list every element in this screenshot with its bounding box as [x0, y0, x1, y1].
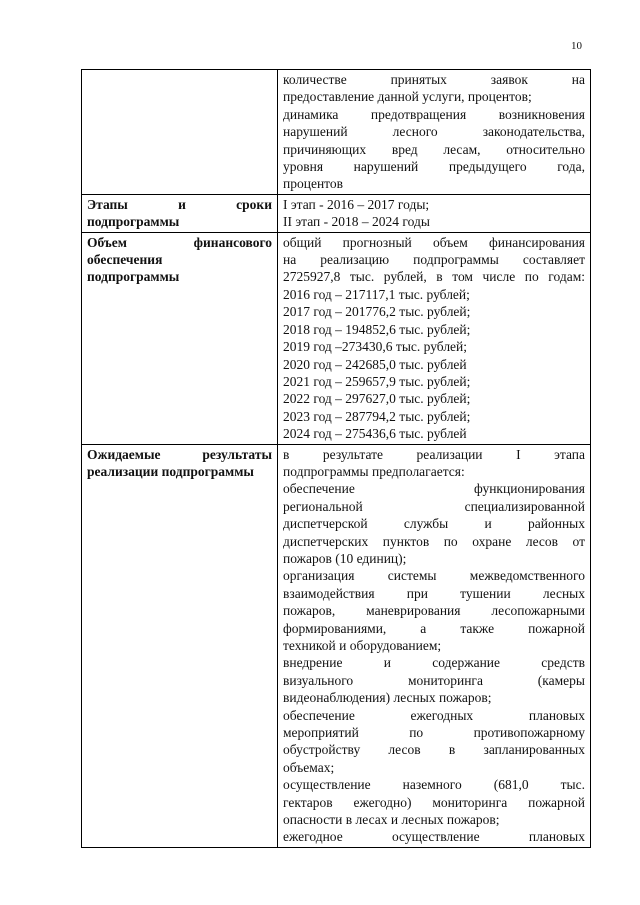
- row-label-line: подпрограммы: [87, 269, 180, 285]
- row-value-line: I этап - 2016 – 2017 годы;: [283, 196, 430, 212]
- row-value-line: пожаров (10 единиц);: [283, 550, 407, 566]
- table-row-indicators-continued: [82, 70, 591, 195]
- row-value-line: обустройству лесов в запланированных: [283, 742, 585, 758]
- row-value-line: региональной специализированной: [283, 498, 585, 514]
- row-value-line: визуального мониторинга (камеры: [283, 672, 585, 688]
- row-value-line: диспетчерской службы и районных: [283, 516, 585, 532]
- row-value-line: осуществление наземного (681,0 тыс.: [283, 777, 585, 793]
- row-value-cell: [278, 232, 591, 444]
- row-value-line: 2020 год – 242685,0 тыс. рублей: [283, 356, 467, 372]
- row-value-cell: [278, 444, 591, 847]
- row-value-cell: [278, 194, 591, 232]
- row-value-line: 2023 год – 287794,2 тыс. рублей;: [283, 408, 471, 424]
- row-value-line: 2725927,8 тыс. рублей, в том числе по годам:: [283, 269, 585, 285]
- row-label-cell: [82, 232, 278, 444]
- row-value-line: ежегодное осуществление плановых: [283, 829, 585, 845]
- row-value-line: объемах;: [283, 759, 335, 775]
- row-value-line: 2018 год – 194852,6 тыс. рублей;: [283, 321, 471, 337]
- row-label-line: обеспечения: [87, 252, 163, 268]
- row-label-line: подпрограммы: [87, 214, 180, 230]
- row-label-line: Этапы и сроки: [87, 196, 272, 212]
- subprogram-passport-table: [81, 69, 591, 848]
- row-value-line: 2019 год –273430,6 тыс. рублей;: [283, 339, 468, 355]
- table-row-stages: [82, 194, 591, 232]
- page-number: 10: [571, 40, 582, 52]
- row-value-line: общий прогнозный объем финансирования: [283, 234, 585, 250]
- row-label-line: реализации подпрограммы: [87, 463, 254, 479]
- row-value-line: организация системы межведомственного: [283, 568, 585, 584]
- row-value-line: подпрограммы предполагается:: [283, 463, 465, 479]
- row-value-line: II этап - 2018 – 2024 годы: [283, 214, 430, 230]
- table-row-expected-results: [82, 444, 591, 847]
- row-value-line: 2017 год – 201776,2 тыс. рублей;: [283, 304, 471, 320]
- row-value-line: обеспечение ежегодных плановых: [283, 707, 585, 723]
- row-value-line: опасности в лесах и лесных пожаров;: [283, 812, 500, 828]
- row-value-line: причиняющих вред лесам, относительно: [283, 141, 585, 157]
- row-value-line: количестве принятых заявок на: [283, 72, 585, 87]
- row-value-line: нарушений лесного законодательства,: [283, 124, 585, 140]
- row-value-line: видеонаблюдения) лесных пожаров;: [283, 690, 492, 706]
- row-value-line: взаимодействия при тушении лесных: [283, 585, 585, 601]
- row-label-cell: [82, 444, 278, 847]
- row-value-line: уровня нарушений предыдущего года,: [283, 159, 585, 175]
- row-value-line: 2021 год – 259657,9 тыс. рублей;: [283, 373, 471, 389]
- row-value-line: 2016 год – 217117,1 тыс. рублей;: [283, 286, 470, 302]
- row-value-line: на реализацию подпрограммы составляет: [283, 252, 585, 268]
- row-label-line: Ожидаемые результаты: [87, 446, 272, 462]
- row-label-cell: [82, 70, 278, 195]
- table-row-funding: [82, 232, 591, 444]
- row-value-line: в результате реализации I этапа: [283, 446, 585, 462]
- row-value-line: пожаров, маневрирования лесопожарными: [283, 603, 585, 619]
- row-value-line: обеспечение функционирования: [283, 481, 585, 497]
- row-value-line: диспетчерских пунктов по охране лесов от: [283, 533, 585, 549]
- row-value-line: 2024 год – 275436,6 тыс. рублей: [283, 426, 467, 442]
- row-value-cell: [278, 70, 591, 195]
- row-label-line: Объем финансового: [87, 234, 272, 250]
- row-value-line: формированиями, а также пожарной: [283, 620, 585, 636]
- row-value-line: процентов: [283, 176, 344, 192]
- row-value-line: гектаров ежегодно) мониторинга пожарной: [283, 794, 585, 810]
- row-label-cell: [82, 194, 278, 232]
- row-value-line: внедрение и содержание средств: [283, 655, 585, 671]
- row-value-line: динамика предотвращения возникновения: [283, 106, 585, 122]
- row-value-line: предоставление данной услуги, процентов;: [283, 89, 532, 105]
- row-value-line: 2022 год – 297627,0 тыс. рублей;: [283, 391, 471, 407]
- row-value-line: техникой и оборудованием;: [283, 638, 442, 653]
- row-value-line: мероприятий по противопожарному: [283, 725, 585, 741]
